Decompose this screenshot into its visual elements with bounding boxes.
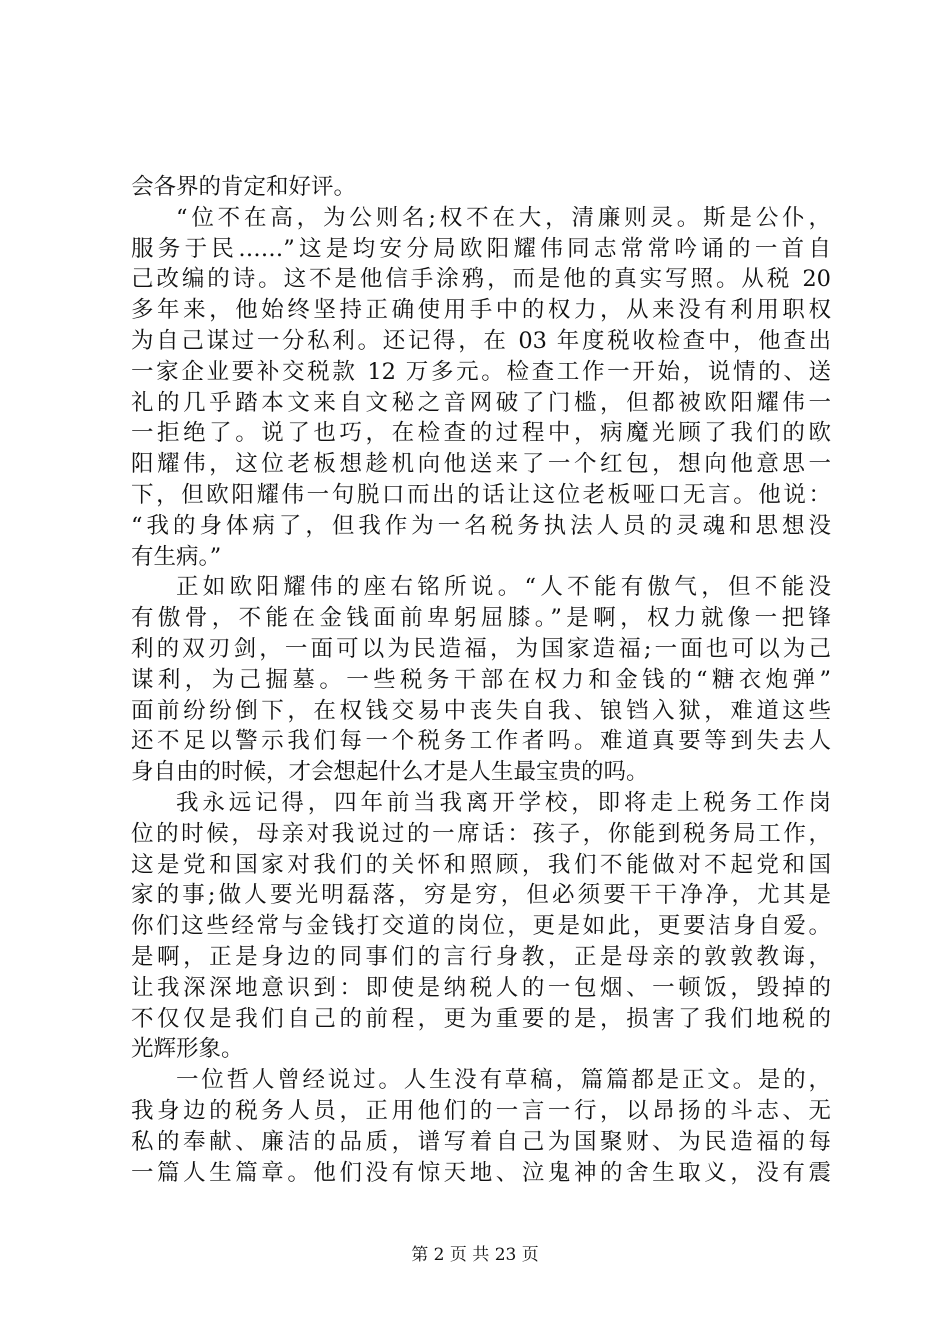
- text-line: 不仅仅是我们自己的前程，更为重要的是，损害了我们地税的: [131, 1005, 831, 1032]
- text-line: 一篇人生篇章。他们没有惊天地、泣鬼神的舍生取义，没有震: [131, 1159, 831, 1186]
- text-line: 位的时候，母亲对我说过的一席话：孩子，你能到税务局工作，: [131, 820, 831, 847]
- text-line: 这是党和国家对我们的关怀和照顾，我们不能做对不起党和国: [131, 851, 831, 878]
- text-line: 为自己谋过一分私利。还记得，在 03 年度税收检查中，他查出: [131, 327, 831, 354]
- text-line: 家的事;做人要光明磊落，穷是穷，但必须要干干净净，尤其是: [131, 882, 831, 909]
- text-line: 一拒绝了。说了也巧，在检查的过程中，病魔光顾了我们的欧: [131, 420, 831, 447]
- text-line: 有生病。”: [131, 543, 222, 570]
- text-line: 身自由的时候，才会想起什么才是人生最宝贵的吗。: [131, 759, 649, 786]
- text-line: “我的身体病了，但我作为一名税务执法人员的灵魂和思想没: [131, 512, 831, 539]
- text-line: 有傲骨，不能在金钱面前卑躬屈膝。”是啊，权力就像一把锋: [131, 605, 831, 632]
- text-line: 你们这些经常与金钱打交道的岗位，更是如此，更要洁身自爱。: [131, 913, 831, 940]
- text-line: 己改编的诗。这不是他信手涂鸦，而是他的真实写照。从税 20: [131, 266, 831, 293]
- text-line: 一位哲人曾经说过。人生没有草稿，篇篇都是正文。是的，: [176, 1067, 831, 1094]
- document-body: [131, 172, 831, 1188]
- text-line: 是啊，正是身边的同事们的言行身教，正是母亲的敦敦教诲，: [131, 943, 831, 970]
- text-line: 让我深深地意识到：即使是纳税人的一包烟、一顿饭，毁掉的: [131, 974, 831, 1001]
- text-line: 阳耀伟，这位老板想趁机向他送来了一个红包，想向他意思一: [131, 451, 831, 478]
- text-line: 还不足以警示我们每一个税务工作者吗。难道真要等到失去人: [131, 728, 831, 755]
- page-footer: 第 2 页 共 23 页: [411, 1245, 539, 1265]
- text-line: 私的奉献、廉洁的品质，谱写着自己为国聚财、为民造福的每: [131, 1128, 831, 1155]
- text-line: 光辉形象。: [131, 1036, 244, 1063]
- text-line: 正如欧阳耀伟的座右铭所说。“人不能有傲气，但不能没: [176, 574, 831, 601]
- text-line: 服务于民……”这是均安分局欧阳耀伟同志常常吟诵的一首自: [131, 235, 831, 262]
- text-line: 会各界的肯定和好评。: [131, 174, 357, 200]
- text-line: 我身边的税务人员，正用他们的一言一行，以昂扬的斗志、无: [131, 1097, 831, 1124]
- text-line: 我永远记得，四年前当我离开学校，即将走上税务工作岗: [176, 789, 831, 816]
- text-line: 利的双刃剑，一面可以为民造福，为国家造福;一面也可以为己: [131, 635, 831, 662]
- text-line: 多年来，他始终坚持正确使用手中的权力，从来没有利用职权: [131, 297, 831, 324]
- text-line: 下，但欧阳耀伟一句脱口而出的话让这位老板哑口无言。他说：: [131, 481, 831, 508]
- text-line: 礼的几乎踏本文来自文秘之音网破了门槛，但都被欧阳耀伟一: [131, 389, 831, 416]
- text-line: 面前纷纷倒下，在权钱交易中丧失自我、锒铛入狱，难道这些: [131, 697, 831, 724]
- text-line: 一家企业要补交税款 12 万多元。检查工作一开始，说情的、送: [131, 358, 831, 385]
- text-line: “位不在高，为公则名;权不在大，清廉则灵。斯是公仆，: [176, 204, 831, 231]
- text-line: 谋利，为己掘墓。一些税务干部在权力和金钱的“糖衣炮弹”: [131, 666, 831, 693]
